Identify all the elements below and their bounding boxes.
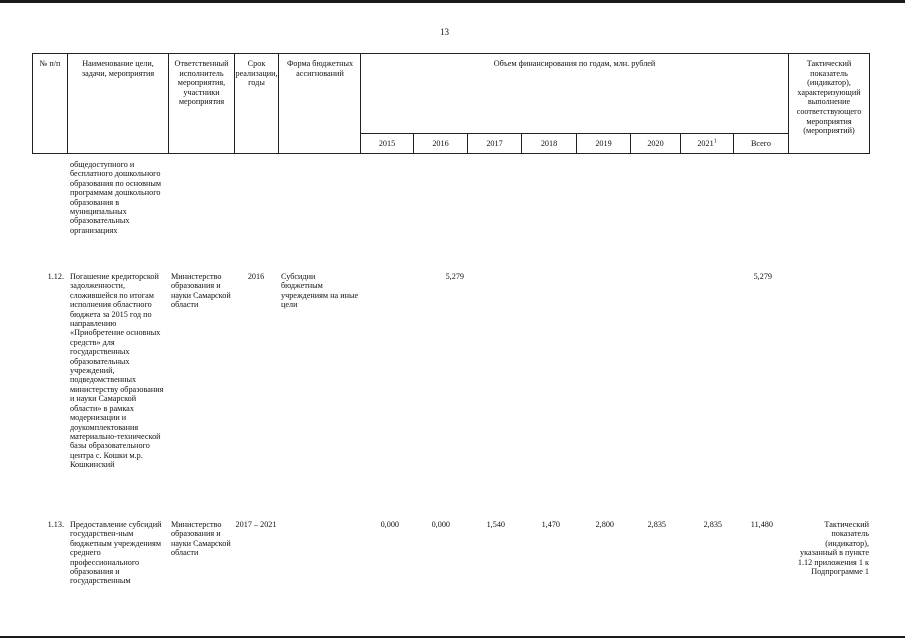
year-2015: 2015 (378, 139, 396, 148)
row-term: 2016 (247, 272, 265, 281)
header-term: Срок реализации, годы (235, 59, 278, 88)
row-term: 2017 – 2021 (235, 520, 277, 529)
year-2018: 2018 (540, 139, 558, 148)
row-executor: Министерство образования и науки Самарской области (171, 520, 231, 558)
value-2016: 0,000 (431, 520, 450, 529)
value-total: 5,279 (753, 272, 772, 281)
row-executor: Министерство образования и науки Самарской области (171, 272, 231, 310)
value-2015: 0,000 (380, 520, 399, 529)
footnote-marker: 1 (713, 138, 717, 145)
row-name: Предоставление субсидий государствен-ным бюджетным учреждениям среднего профессионального образования и государственным (70, 520, 162, 586)
continued-name: общедоступного и бесплатного дошкольного образования по основным программам дошкольного образования в муниципальных образовательных организациях (70, 160, 162, 235)
page-number: 13 (440, 27, 449, 37)
header-funding: Объем финансирования по годам, млн. рублей (493, 59, 656, 68)
year-total: Всего (750, 139, 772, 148)
value-2020: 2,835 (647, 520, 666, 529)
header-executor: Ответственный исполнитель мероприятия, участники мероприятия (174, 59, 229, 107)
row-num: 1.12. (47, 272, 64, 281)
year-2019: 2019 (595, 139, 612, 148)
year-2021: 2021$^1$ (697, 138, 717, 148)
value-2019: 2,800 (595, 520, 614, 529)
value-2016: 5,279 (445, 272, 464, 281)
value-2017: 1,540 (486, 520, 505, 529)
row-indicator: Тактический показатель (индикатор), указанный в пункте 1.12 приложения 1 к Подпрограмме 1 (797, 520, 869, 577)
header-name: Наименование цели, задачи, мероприятия (81, 59, 155, 78)
row-form: Субсидии бюджетным учреждениям на иные цели (281, 272, 359, 310)
header-indicator: Тактический показатель (индикатор), характеризующий выполнение соответствующего мероприятия (мероприятий) (796, 59, 862, 136)
year-2017: 2017 (486, 139, 503, 148)
page-top-border (0, 0, 905, 3)
row-num: 1.13. (47, 520, 64, 529)
header-num: № п/п (39, 59, 61, 68)
value-2021: 2,835 (703, 520, 722, 529)
row-name: Погашение кредиторской задолженности, сложившейся по итогам исполнения областного бюджета за 2015 год по направлению «Приобретение основных средств» для государственных образовательных учреждений, подведомственных министерству образования и науки Самарской области» в рамках модернизации и доукомплектования материально-технической базы образовательного центра с. Кошки м.р. Кошкинский (70, 272, 164, 470)
year-2016: 2016 (432, 139, 449, 148)
page-bottom-border (0, 636, 905, 638)
value-total: 11,480 (750, 520, 773, 529)
header-form: Форма бюджетных ассигнований (286, 59, 354, 78)
year-2020: 2020 (647, 139, 664, 148)
value-2018: 1,470 (541, 520, 560, 529)
